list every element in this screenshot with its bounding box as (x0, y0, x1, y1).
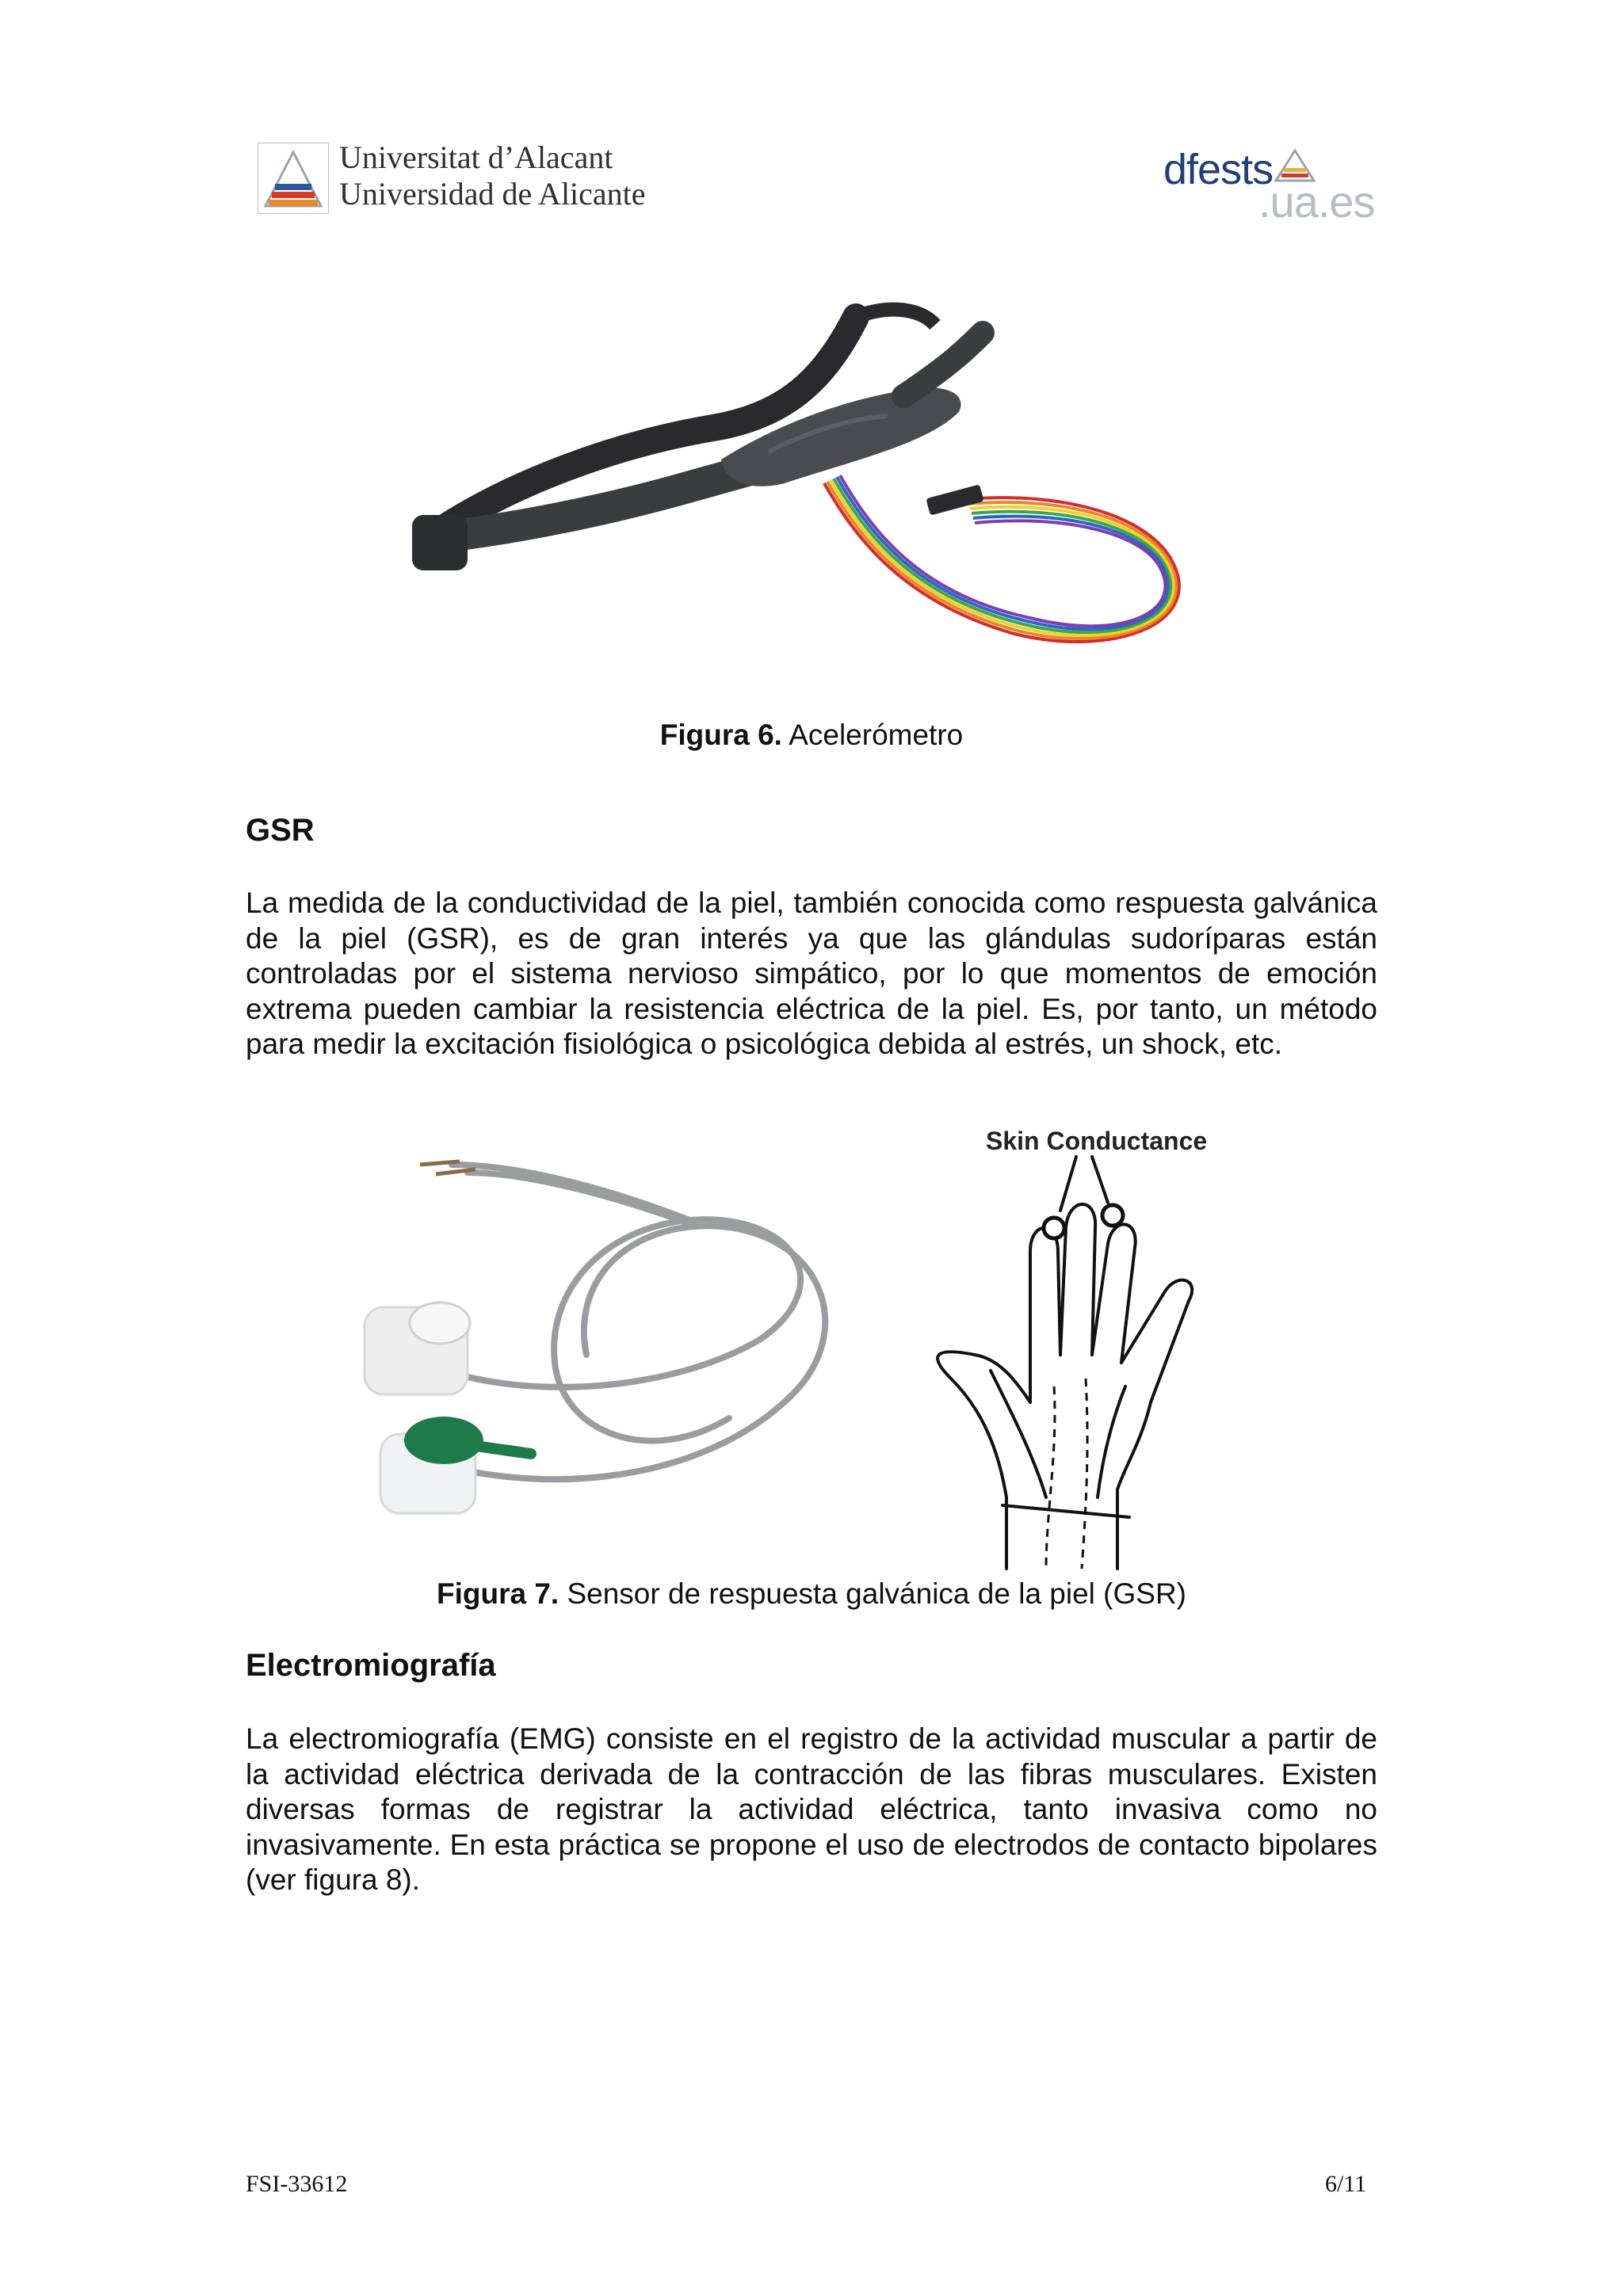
accelerometer-image (412, 301, 1205, 681)
hand-diagram (927, 1117, 1292, 1577)
footer-course-code: FSI-33612 (246, 2171, 348, 2197)
skin-conductance-title: Skin Conductance (986, 1127, 1208, 1155)
gsr-sensor-image (349, 1133, 903, 1577)
ua-logo-mark (258, 143, 329, 214)
ua-line2: Universidad de Alicante (339, 176, 646, 212)
emg-heading: Electromiografía (246, 1648, 496, 1683)
figure-7-text: Sensor de respuesta galvánica de la piel (GSR) (559, 1577, 1187, 1610)
figure-6-label: Figura 6. (659, 719, 782, 751)
dfests-logo-subtext: .ua.es (1258, 177, 1375, 227)
dfests-logo-text: dfests (1163, 146, 1274, 193)
ua-logo-text (339, 139, 646, 212)
gsr-heading: GSR (246, 813, 315, 848)
figure-7-label: Figura 7. (436, 1577, 559, 1610)
ua-line1: Universitat d’Alacant (339, 139, 613, 175)
figure-7-caption (0, 1577, 1623, 1611)
figure-6-text: Acelerómetro (781, 719, 964, 751)
footer-page-number: 6/11 (1325, 2171, 1367, 2197)
gsr-paragraph: La medida de la conductividad de la piel, también conocida como respuesta galvánica de la piel (GSR), es de gran interés ya que las glándulas sudoríparas están controladas por el sistema nervioso simpático, por lo que momentos de emoción extrema pueden cambiar la resistencia eléctrica de la piel. Es, por tanto, un método para medir la excitación fisiológica o psicológica debida al estrés, un shock, etc. (246, 887, 1377, 1060)
figure-6-caption (0, 718, 1623, 753)
emg-paragraph: La electromiografía (EMG) consiste en el registro de la actividad muscular a partir de la actividad eléctrica derivada de la contracción de las fibras musculares. Existen diversas formas de registrar la actividad eléctrica, tanto invasiva como no invasivamente. En esta práctica se propone el uso de electrodos de contacto bipolares (ver figura 8). (246, 1722, 1377, 1896)
